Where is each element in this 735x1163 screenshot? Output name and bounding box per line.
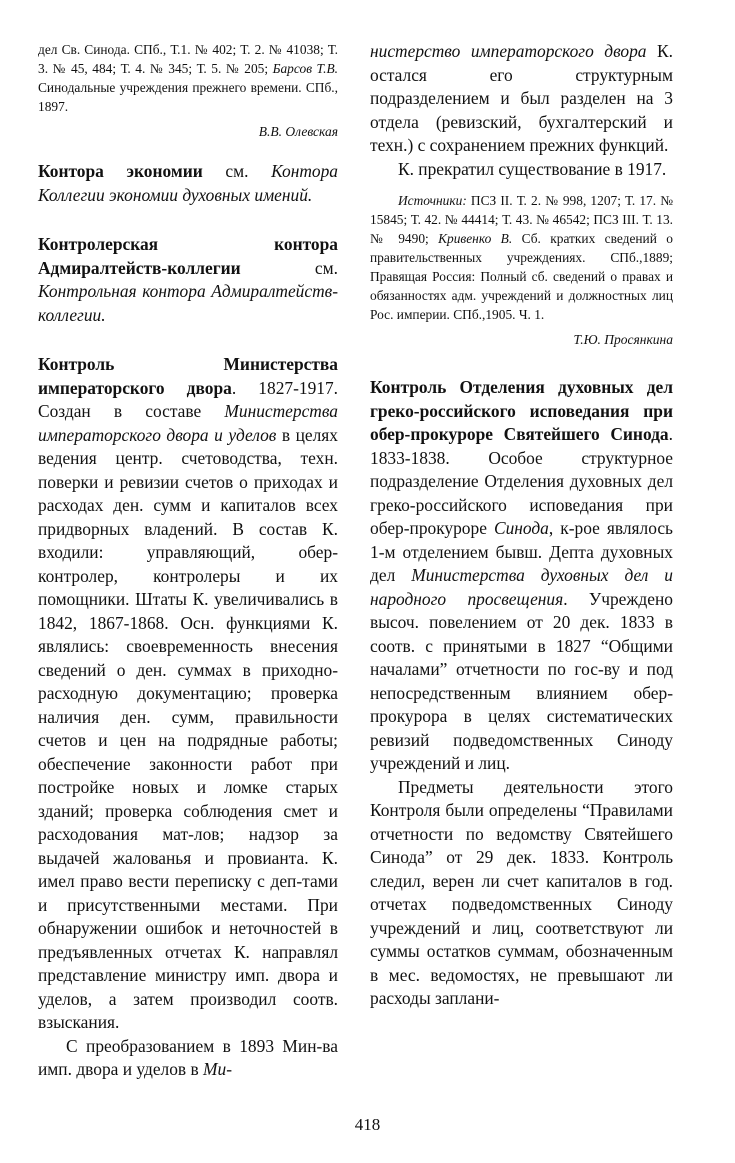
entry-kontora-ekonomii: Контора экономии см. Контора Коллегии экономии духовных имений. (38, 161, 338, 205)
page-number: 418 (354, 1115, 381, 1134)
cross-reference-link: Министерства императорского двора и уделов (38, 401, 338, 445)
reference-continued: дел Св. Синода. СПб., Т.1. № 402; Т. 2. № 41038; Т. 3. № 45, 484; Т. 4. № 345; Т. 5. № 205; Барсов Т.В. Синодальные учреждения прежнего времени. СПб., 1897. (38, 42, 338, 114)
cross-reference-link: Контрольная контора Адмиралтейств-коллегии. (38, 281, 338, 325)
entry-kontrolerskaya-kontora: Контролерская контора Адмиралтейств-коллегии см. Контрольная контора Адмиралтейств-коллегии. (38, 234, 338, 325)
cross-reference-link: Контора Коллегии экономии духовных имений. (38, 161, 338, 205)
entry-kontrol-otdeleniya-para2: Предметы деятельности этого Контроля были определены “Правилами отчетности по ведомству Святейшего Синода” от 29 дек. 1833. Контроль следил, верен ли счет капиталов в год. отчетах подведомственных Синоду учреждений и лиц, соответствуют ли суммы остатков суммам, обозначенным в мес. ведомостях, не превышают ли расходы заплани- (370, 776, 673, 1008)
author-signature-prosyankina: Т.Ю. Просянкина (573, 332, 673, 347)
cross-reference-link: Синода (493, 518, 549, 538)
right-column (370, 40, 673, 1011)
entry-kontrol-ministerstva: Контроль Министерства императорского двора. 1827-1917. Создан в составе Министерства императорского двора и уделов в целях ведения центр. счетоводства, техн. поверки и ревизии счетов о приходах и расходах ден. сумм и капиталов всех придворных владений. В состав К. входили: управляющий, обер-контролер, контролеры и их помощники. Штаты К. увеличивались в 1842, 1867-1868. Осн. функциями К. являлись: своевременность внесения сведений о ден. суммах в приходно-расходную документацию; проверка наличия ден. сумм, правильности счетов и цен на подрядные работы; обеспечение законности работ при постройке новых и ломке старых зданий; проверка соблюдения смет и расходования мат-лов; надзор за выдачей жалованья и провианта. К. имел право вести переписку с деп-тами и присутственными местами. При обнаружении ошибок и неточностей в предъявленных отчетах К. направлял представление министру имп. двора и уделов, а затем производил соотв. взыскания. (38, 354, 338, 1032)
author-signature-olevskaya: В.В. Олевская (258, 124, 338, 139)
entry-continuation: нистерство императорского двора К. остался его структурным подразделением и был разделен на 3 отдела (ревизский, бухгалтерский и техн.) с сохранением прежних функций. (370, 41, 674, 155)
entry-kontrol-otdeleniya: Контроль Отделения духовных дел греко-российского исповедания при обер-прокуроре Святейшего Синода. 1833-1838. Особое структурное подразделение Отделения духовных дел греко-российского исповедания при обер-прокуроре Синода, к-рое являлось 1-м отделением бывш. Депта духовных дел Министерства духовных дел и народного просвещения. Учреждено высоч. повелением от 20 дек. 1833 в соотв. с принятыми в 1827 “Общими началами” отчетности по гос-ву и под непосредственным влиянием обер-прокурора в целях систематических ревизий подведомственных Синоду учреждений и лиц. (370, 377, 673, 773)
sources-block: Источники: ПСЗ II. Т. 2. № 998, 1207; Т. 17. № 15845; Т. 42. № 44414; Т. 43. № 46542; ПСЗ III. Т. 13. № 9490; Кривенко В. Сб. кратких сведений о правительственных учреждениях. СПб.,1889; Правящая Россия: Полный сб. сведений о правах и обязанностях адм. учреждений и должностных лиц Рос. империи. СПб.,1905. Ч. 1. (370, 193, 673, 322)
entry-kontrol-ministerstva-para2: С преобразованием в 1893 Мин-ва имп. двора и уделов в Ми- (38, 1035, 338, 1079)
entry-end-text: К. прекратил существование в 1917. (398, 158, 667, 179)
left-column (38, 40, 338, 1082)
cross-reference-link: нистерство императорского двора (370, 41, 647, 61)
cross-reference-link: Министерства духовных дел и народного просвещения (370, 565, 673, 609)
